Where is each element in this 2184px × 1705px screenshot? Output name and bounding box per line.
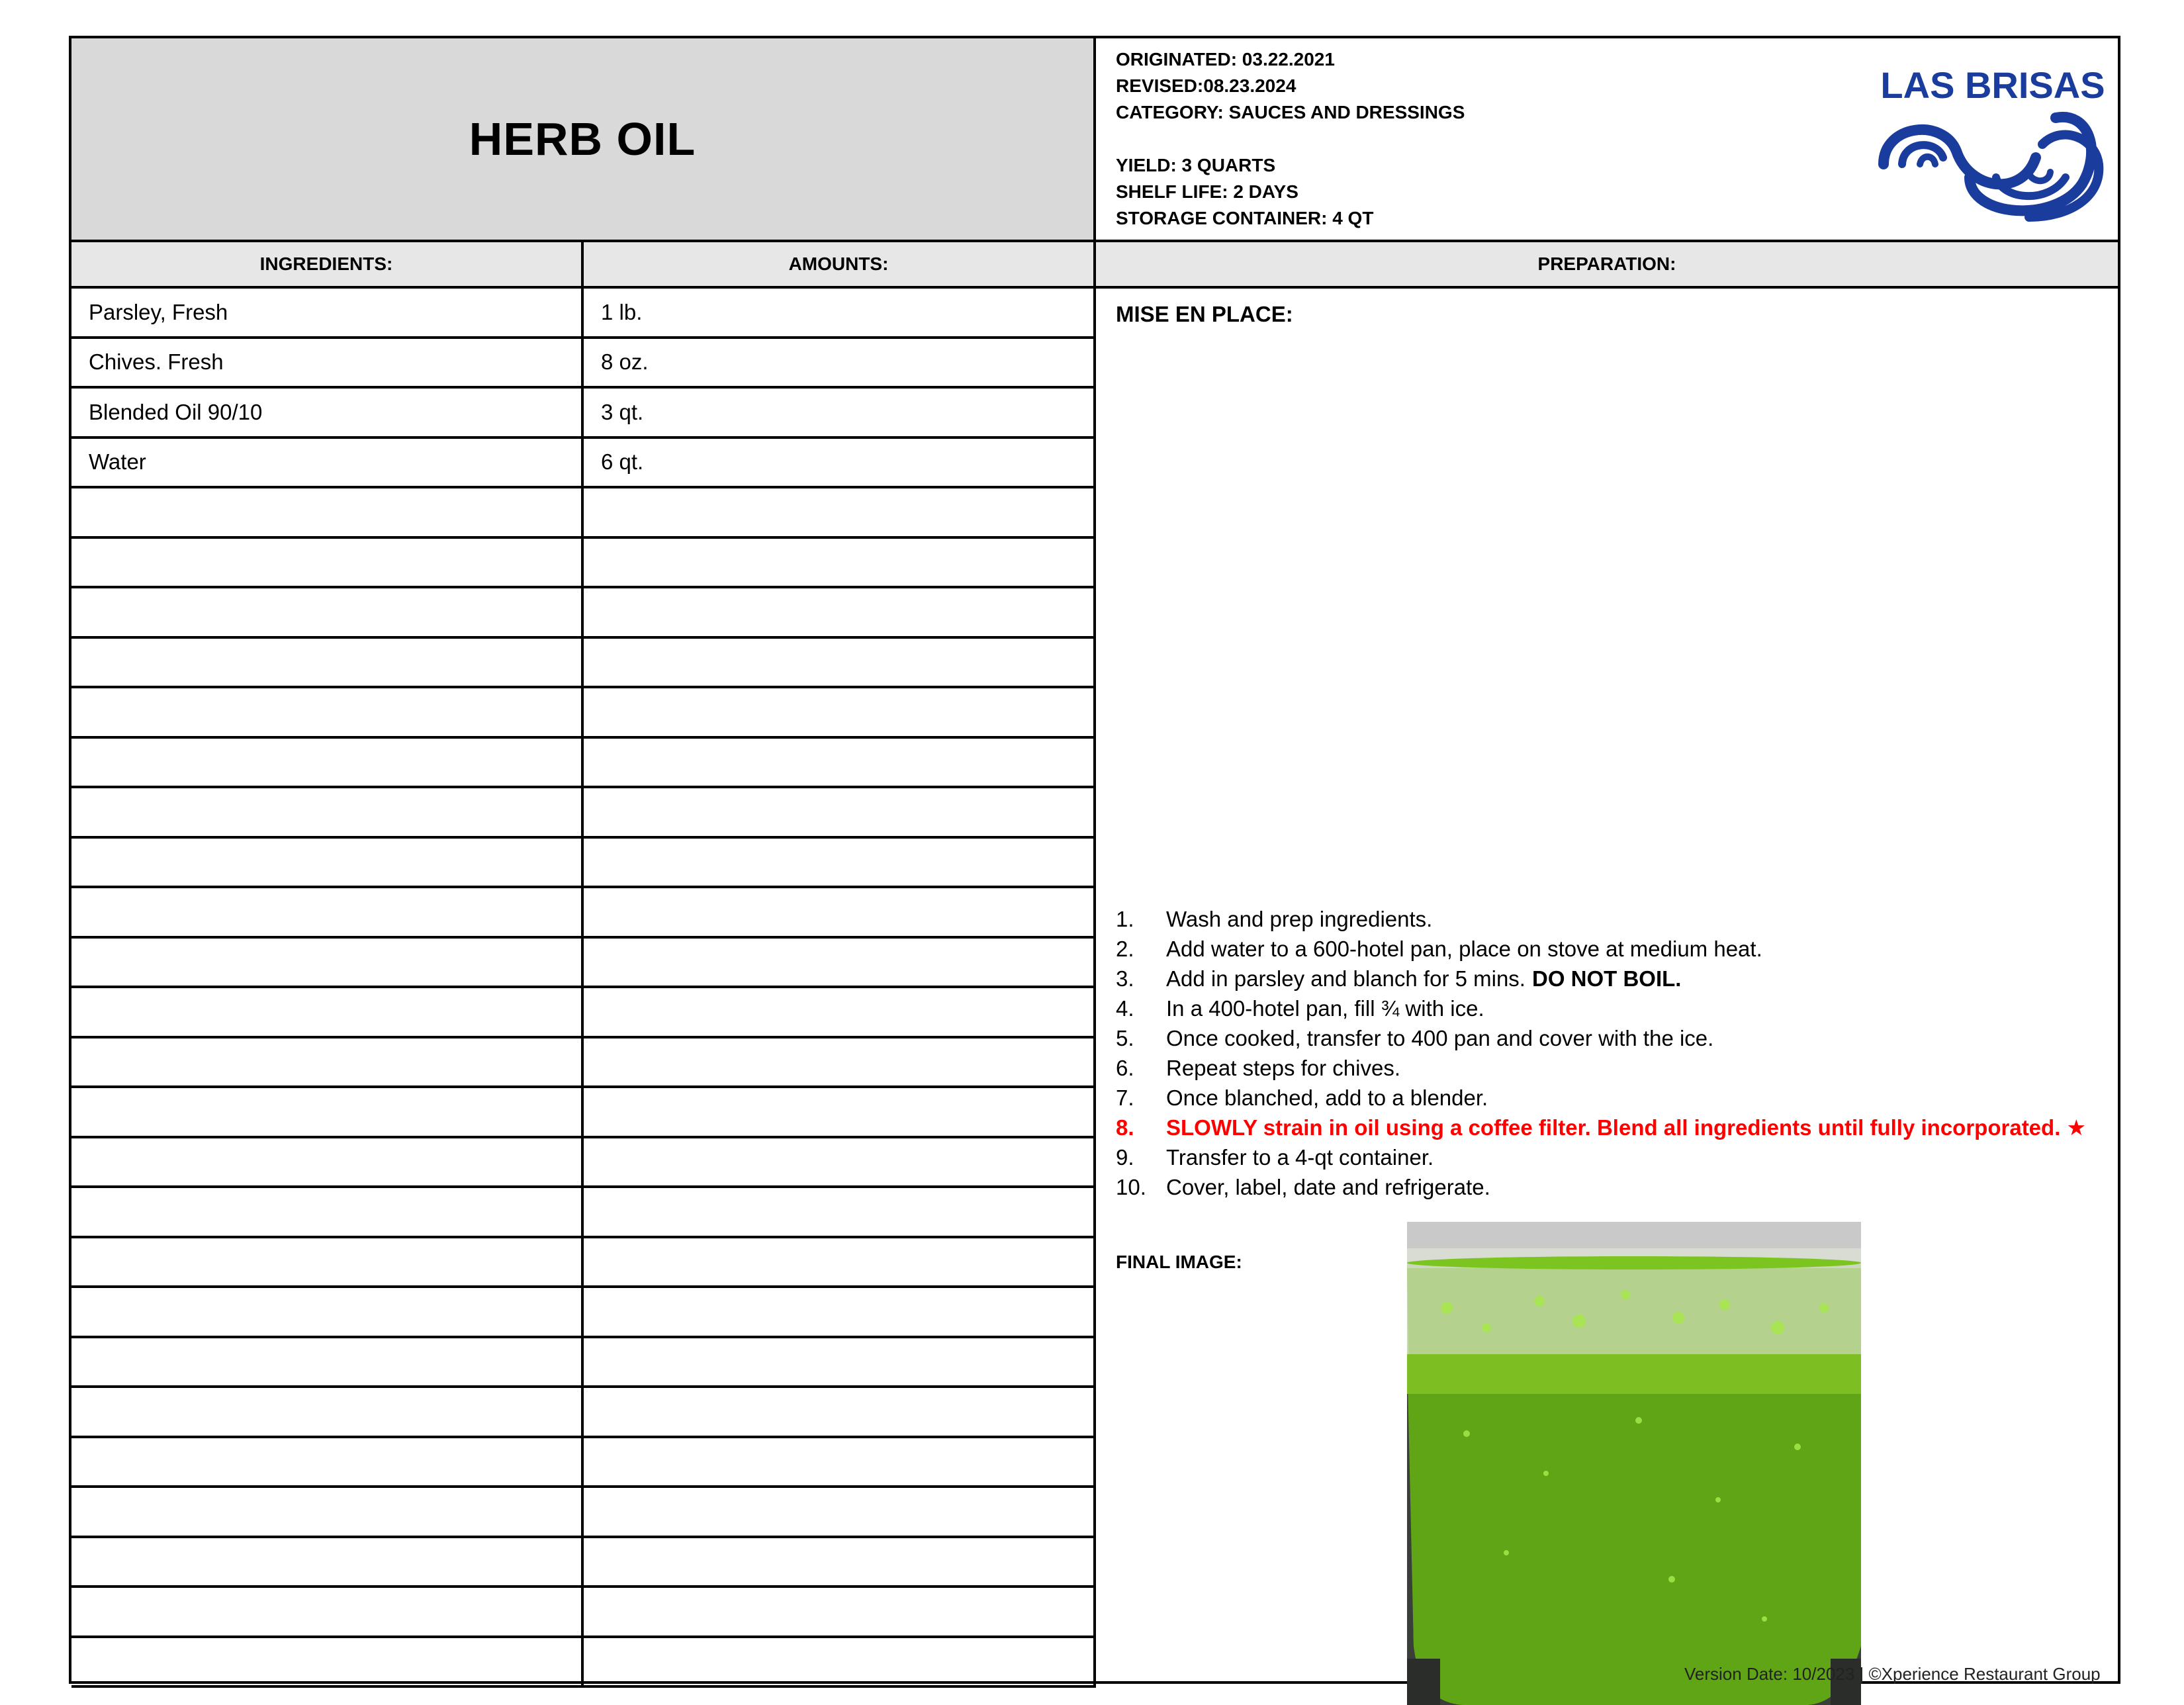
step-text: In a 400-hotel pan, fill ¾ with ice.: [1166, 995, 1484, 1021]
step-number: 9.: [1116, 1144, 1134, 1170]
table-row: [71, 389, 1096, 439]
shelf-life: SHELF LIFE: 2 DAYS: [1116, 181, 1298, 202]
amount-cell: [584, 788, 1096, 836]
step-text: Once blanched, add to a blender.: [1166, 1085, 1488, 1110]
logo-wordmark: LAS BRISAS: [1880, 65, 2105, 106]
amount-cell: [584, 1388, 1096, 1436]
ingredient-cell: [71, 1588, 584, 1636]
table-row: [71, 739, 1096, 789]
step-text: Repeat steps for chives.: [1166, 1055, 1401, 1080]
step-number: 1.: [1116, 906, 1134, 931]
mise-en-place-label: MISE EN PLACE:: [1116, 302, 1293, 326]
ingredient-cell: [71, 1388, 584, 1436]
table-row: [71, 1488, 1096, 1538]
category: CATEGORY: SAUCES AND DRESSINGS: [1116, 102, 1465, 122]
ingredient-cell: [71, 739, 584, 786]
amount-cell: [584, 1088, 1096, 1136]
amount-cell: [584, 639, 1096, 686]
ingredient-cell: Water: [71, 439, 584, 486]
amount-cell: [584, 1488, 1096, 1536]
preparation-step: [1116, 1023, 2109, 1053]
preparation-step: [1116, 934, 2109, 964]
amount-cell: [584, 939, 1096, 986]
ingredient-cell: Parsley, Fresh: [71, 289, 584, 336]
table-row: [71, 1538, 1096, 1589]
preparation-step: [1116, 993, 2109, 1023]
amount-cell: [584, 988, 1096, 1036]
revised-date: REVISED:08.23.2024: [1116, 75, 1297, 96]
step-text: Cover, label, date and refrigerate.: [1166, 1174, 1490, 1199]
ingredients-table: [71, 289, 1096, 1688]
table-row: [71, 539, 1096, 589]
step-number: 2.: [1116, 936, 1134, 961]
amount-cell: [584, 1338, 1096, 1386]
amount-cell: [584, 688, 1096, 736]
recipe-card: [69, 36, 2120, 1684]
amount-cell: [584, 488, 1096, 536]
table-row: [71, 1438, 1096, 1489]
ingredient-cell: [71, 688, 584, 736]
table-row: [71, 939, 1096, 989]
amount-cell: [584, 1038, 1096, 1086]
recipe-title: HERB OIL: [469, 113, 696, 165]
ingredient-cell: [71, 988, 584, 1036]
amount-cell: 1 lb.: [584, 289, 1096, 336]
amount-cell: [584, 1188, 1096, 1236]
step-text: SLOWLY strain in oil using a coffee filter. Blend all ingredients until fully incorporated. ★: [1166, 1115, 2087, 1140]
preparation-step: [1116, 1083, 2109, 1113]
table-row: [71, 688, 1096, 739]
preparation-steps: [1116, 904, 2109, 1202]
ingredient-cell: [71, 1538, 584, 1586]
ingredient-cell: Chives. Fresh: [71, 339, 584, 387]
step-text: Wash and prep ingredients.: [1166, 906, 1433, 931]
recipe-meta: [1096, 38, 2118, 242]
step-text: Once cooked, transfer to 400 pan and cover with the ice.: [1166, 1025, 1714, 1050]
title-cell: [71, 38, 1096, 242]
table-row: [71, 1038, 1096, 1089]
step-number: 8.: [1116, 1115, 1134, 1140]
ingredient-cell: [71, 1188, 584, 1236]
table-row: [71, 1338, 1096, 1389]
amounts-header: AMOUNTS:: [584, 242, 1096, 289]
preparation-step: [1116, 1142, 2109, 1172]
preparation-header: PREPARATION:: [1096, 242, 2118, 289]
table-row: [71, 888, 1096, 939]
ingredient-cell: [71, 888, 584, 936]
table-row: [71, 488, 1096, 539]
final-herb-oil-photo: [1407, 1222, 1861, 1705]
amount-cell: [584, 839, 1096, 886]
amount-cell: [584, 539, 1096, 586]
table-row: [71, 839, 1096, 889]
yield: YIELD: 3 QUARTS: [1116, 155, 1276, 175]
ingredient-cell: [71, 1288, 584, 1336]
ingredient-cell: Blended Oil 90/10: [71, 389, 584, 436]
step-text: Add water to a 600-hotel pan, place on stove at medium heat.: [1166, 936, 1762, 961]
ingredient-cell: [71, 639, 584, 686]
table-row: [71, 1188, 1096, 1238]
step-number: 6.: [1116, 1055, 1134, 1080]
table-row: [71, 1588, 1096, 1638]
amount-cell: [584, 1588, 1096, 1636]
step-warning: DO NOT BOIL.: [1531, 966, 1682, 991]
final-image-label: FINAL IMAGE:: [1116, 1252, 1242, 1272]
table-row: [71, 788, 1096, 839]
ingredient-cell: [71, 488, 584, 536]
step-number: 7.: [1116, 1085, 1134, 1110]
table-row: [71, 1088, 1096, 1138]
ingredient-cell: [71, 839, 584, 886]
amount-cell: [584, 1538, 1096, 1586]
amount-cell: 8 oz.: [584, 339, 1096, 387]
las-brisas-logo: [1870, 65, 2115, 237]
step-text: Transfer to a 4-qt container.: [1166, 1144, 1434, 1170]
ingredient-cell: [71, 939, 584, 986]
preparation-step: [1116, 1053, 2109, 1083]
amount-cell: [584, 1288, 1096, 1336]
preparation-step: [1116, 964, 2109, 993]
originated-date: ORIGINATED: 03.22.2021: [1116, 49, 1335, 69]
ingredient-cell: [71, 1438, 584, 1486]
table-row: [71, 289, 1096, 339]
step-number: 4.: [1116, 995, 1134, 1021]
table-row: [71, 988, 1096, 1038]
amount-cell: [584, 739, 1096, 786]
step-number: 10.: [1116, 1174, 1146, 1199]
logo-wave-mark: [1884, 117, 2099, 217]
amount-cell: 6 qt.: [584, 439, 1096, 486]
ingredient-cell: [71, 788, 584, 836]
preparation-step: [1116, 904, 2109, 934]
table-row: [71, 1238, 1096, 1289]
ingredient-cell: [71, 1088, 584, 1136]
step-number: 3.: [1116, 966, 1134, 991]
ingredient-cell: [71, 539, 584, 586]
amount-cell: [584, 1138, 1096, 1186]
preparation-section: [1096, 289, 2118, 1681]
table-row: [71, 1388, 1096, 1438]
ingredients-header: INGREDIENTS:: [71, 242, 584, 289]
ingredient-cell: [71, 1338, 584, 1386]
step-text: Add in parsley and blanch for 5 mins.: [1166, 966, 1525, 991]
ingredient-cell: [71, 588, 584, 636]
table-row: [71, 1288, 1096, 1338]
table-row: [71, 339, 1096, 389]
table-row: [71, 1638, 1096, 1688]
table-row: [71, 588, 1096, 639]
table-row: [71, 639, 1096, 689]
amount-cell: 3 qt.: [584, 389, 1096, 436]
version-footer: Version Date: 10/2023 | ©Xperience Restaurant Group: [1684, 1664, 2101, 1684]
table-row: [71, 1138, 1096, 1189]
amount-cell: [584, 1238, 1096, 1286]
table-row: [71, 439, 1096, 489]
ingredient-cell: [71, 1238, 584, 1286]
amount-cell: [584, 888, 1096, 936]
amount-cell: [584, 1438, 1096, 1486]
ingredient-cell: [71, 1488, 584, 1536]
preparation-step: [1116, 1113, 2109, 1142]
step-number: 5.: [1116, 1025, 1134, 1050]
ingredient-cell: [71, 1638, 584, 1686]
ingredient-cell: [71, 1038, 584, 1086]
amount-cell: [584, 1638, 1096, 1686]
amount-cell: [584, 588, 1096, 636]
storage-container: STORAGE CONTAINER: 4 QT: [1116, 208, 1374, 228]
ingredient-cell: [71, 1138, 584, 1186]
preparation-step: [1116, 1172, 2109, 1202]
